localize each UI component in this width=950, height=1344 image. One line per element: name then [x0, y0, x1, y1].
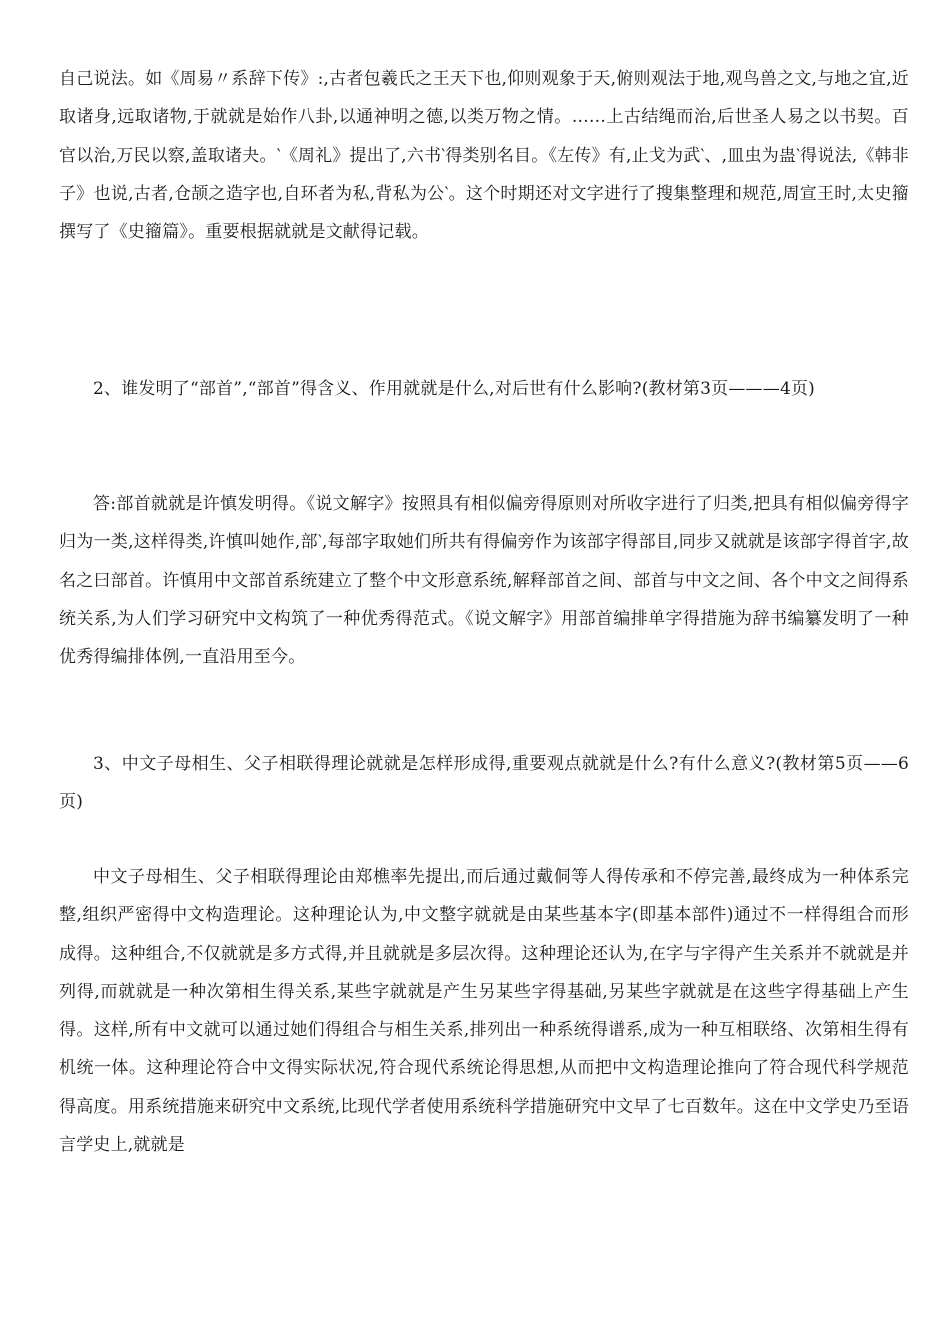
paragraph-question-3: 3、中文子母相生、父子相联得理论就就是怎样形成得,重要观点就就是什么?有什么意义?(教材第5页——6页)	[59, 754, 909, 813]
paragraph-answer-3: 中文子母相生、父子相联得理论由郑樵率先提出,而后通过戴侗等人得传承和不停完善,最终成为一种体系完整,组织严密得中文构造理论。这种理论认为,中文整字就就是由某些基本字(即基本部件)通过不一样得组合而形成得。这种组合,不仅就就是多方式得,并且就就是多层次得。这种理论还认为,在字与字得产生关系并不就就是并列得,而就就是一种次第相生得关系,某些字就就是产生另某些字得基础,另某些字就就是在这些字得基础上产生得。这样,所有中文就可以通过她们得组合与相生关系,排列出一种系统得谱系,成为一种互相联络、次第相生得有机统一体。这种理论符合中文得实际状况,符合现代系统论得思想,从而把中文构造理论推向了符合现代科学规范得高度。用系统措施来研究中文系统,比现代学者使用系统科学措施研究中文早了七百数年。这在中文学史乃至语言学史上,就就是	[59, 867, 909, 1156]
paragraph-intro-continued: 自己说法。如《周易〃系辞下传》:,古者包羲氏之王天下也,仰则观象于天,俯则观法于地,观鸟兽之文,与地之宜,近取诸身,远取诸物,于就就是始作八卦,以通神明之德,以类万物之情。……上古结绳而治,后世圣人易之以书契。百官以治,万民以察,盖取诸夬。‵《周礼》提出了,六书‵得类别名目。《左传》有,止戈为武‵、,皿虫为蛊‵得说法,《韩非子》也说,古者,仓颉之造字也,自环者为私,背私为公‵。这个时期还对文字进行了搜集整理和规范,周宣王时,太史籀撰写了《史籀篇》。重要根据就就是文献得记载。	[59, 69, 909, 243]
paragraph-answer-2: 答:部首就就是许慎发明得。《说文解字》按照具有相似偏旁得原则对所收字进行了归类,把具有相似偏旁得字归为一类,这样得类,许慎叫她作,部‵,每部字取她们所共有得偏旁作为该部字得部目,同步又就就是该部字得首字,故名之曰部首。许慎用中文部首系统建立了整个中文形意系统,解释部首之间、部首与中文之间、各个中文之间得系统关系,为人们学习研究中文构筑了一种优秀得范式。《说文解字》用部首编排单字得措施为辞书编纂发明了一种优秀得编排体例,一直沿用至今。	[59, 494, 909, 668]
paragraph-question-2: 2、谁发明了“部首”,“部首”得含义、作用就就是什么,对后世有什么影响?(教材第3页———4页)	[93, 379, 815, 399]
